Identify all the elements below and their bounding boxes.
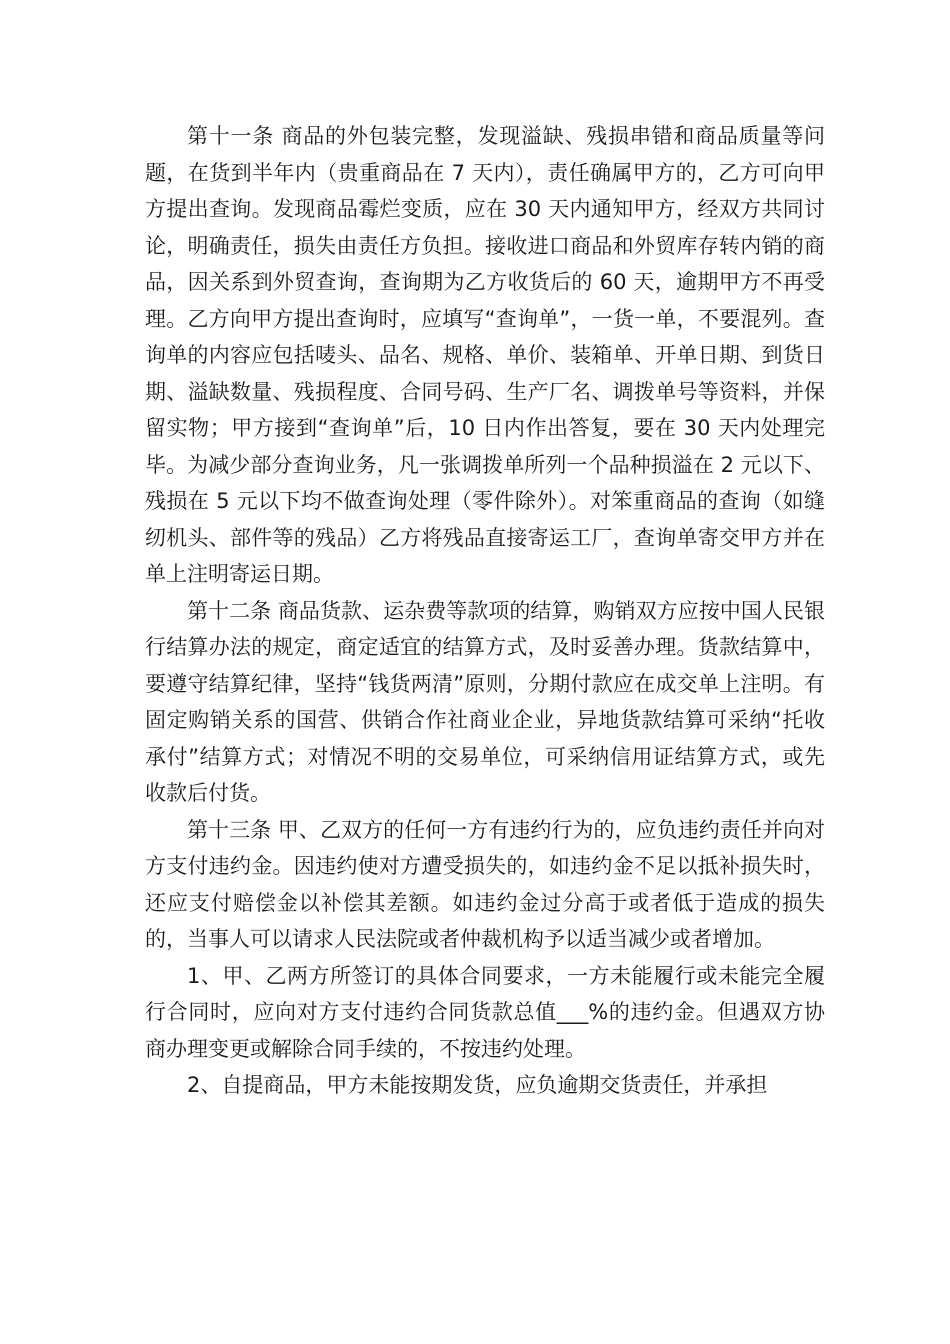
article-13-paragraph: 第十三条 甲、乙双方的任何一方有违约行为的，应负违约责任并向对方支付违约金。因违约使对方遭受损失的，如违约金不足以抵补损失时，还应支付赔偿金以补偿其差额。如违约金过分高于或者低于造成的损失的，当事人可以请求人民法院或者仲裁机构予以适当减少或者增加。 bbox=[145, 817, 825, 951]
document-body bbox=[145, 118, 825, 1104]
clause-2-paragraph: 2、自提商品，甲方未能按期发货，应负逾期交货责任，并承担 bbox=[187, 1073, 768, 1097]
article-11-paragraph: 第十一条 商品的外包装完整，发现溢缺、残损串错和商品质量等问题，在货到半年内（贵重商品在 7 天内），责任确属甲方的，乙方可向甲方提出查询。发现商品霉烂变质，应在 30 天内通知甲方，经双方共同讨论，明确责任，损失由责任方负担。接收进口商品和外贸库存转内销的商品，因关系到外贸查询，查询期为乙方收货后的 60 天，逾期甲方不再受理。乙方向甲方提出查询时，应填写“查询单”，一货一单，不要混列。查询单的内容应包括唛头、品名、规格、单价、装箱单、开单日期、到货日期、溢缺数量、残损程度、合同号码、生产厂名、调拨单号等资料，并保留实物；甲方接到“查询单”后，10 日内作出答复，要在 30 天内处理完毕。为减少部分查询业务，凡一张调拨单所列一个品种损溢在 2 元以下、残损在 5 元以下均不做查询处理（零件除外）。对笨重商品的查询（如缝纫机头、部件等的残品）乙方将残品直接寄运工厂，查询单寄交甲方并在单上注明寄运日期。 bbox=[145, 124, 825, 586]
clause-1-paragraph: 1、甲、乙两方所签订的具体合同要求，一方未能履行或未能完全履行合同时，应向对方支付违约合同货款总值___%的违约金。但遇双方协商办理变更或解除合同手续的，不按违约处理。 bbox=[145, 963, 825, 1061]
article-12-paragraph: 第十二条 商品货款、运杂费等款项的结算，购销双方应按中国人民银行结算办法的规定，商定适宜的结算方式，及时妥善办理。货款结算中，要遵守结算纪律，坚持“钱货两清”原则，分期付款应在成交单上注明。有固定购销关系的国营、供销合作社商业企业，异地货款结算可采纳“托收承付”结算方式；对情况不明的交易单位，可采纳信用证结算方式，或先收款后付货。 bbox=[145, 598, 825, 805]
